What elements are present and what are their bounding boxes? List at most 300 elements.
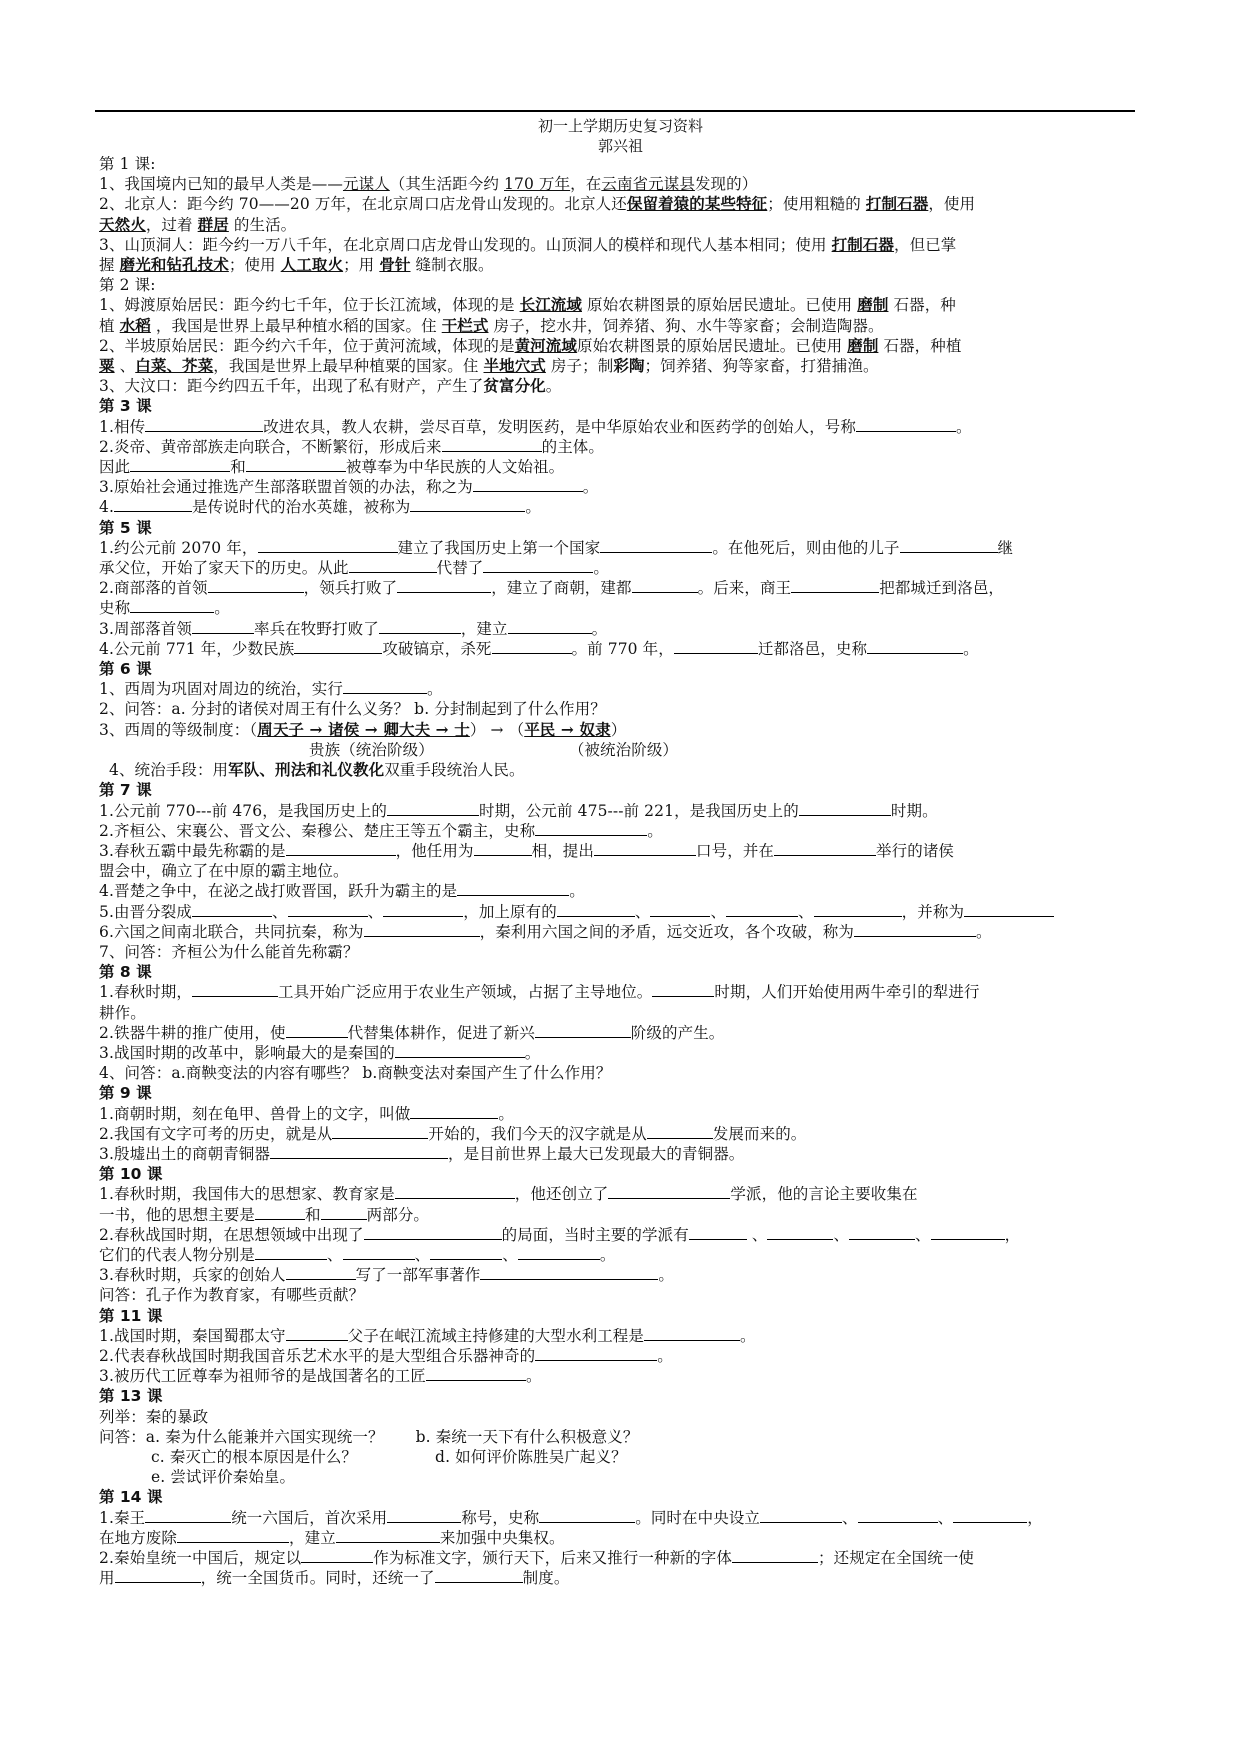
lesson-5-heading: 第 5 课 <box>99 518 152 537</box>
lesson-10-item-1 <box>99 1184 1139 1204</box>
text: 和 <box>305 1205 321 1224</box>
blank[interactable] <box>364 1225 502 1240</box>
text: 2.春秋战国时期，在思想领域中出现了 <box>99 1225 364 1244</box>
blank[interactable] <box>255 1245 327 1260</box>
text: 承父位，开始了家天下的历史。从此 <box>99 559 349 578</box>
text: ，领兵打败了 <box>303 579 398 598</box>
text: 。 <box>599 1245 616 1264</box>
blank[interactable] <box>931 1225 1005 1240</box>
text: 、 <box>272 902 288 921</box>
lesson-10-item-4: 问答：孔子作为教育家，有哪些贡献？ <box>99 1286 365 1305</box>
blank[interactable] <box>294 639 382 654</box>
lesson-8-item-3 <box>99 1043 1139 1063</box>
text: 开始的，我们今天的汉字就是从 <box>428 1124 647 1143</box>
document-author: 郭兴祖 <box>597 137 643 155</box>
blank[interactable] <box>900 538 998 553</box>
text: ，并称为 <box>901 902 965 921</box>
text: 它们的代表人物分别是 <box>99 1245 256 1264</box>
text: 。 <box>591 619 608 638</box>
text: 。 <box>740 1326 756 1345</box>
text: 、 <box>114 357 136 376</box>
text: ，过着 <box>145 215 198 234</box>
text: 改进农具，教人农耕，尝尽百草，发明医药，是中华原始农业和医药学的创始人，号称 <box>263 417 857 436</box>
blank[interactable] <box>387 801 479 816</box>
text: 统一六国后，首次采用 <box>231 1508 388 1527</box>
blank[interactable] <box>594 841 696 856</box>
lesson-3-item-3 <box>99 477 1139 497</box>
text: 1.商朝时期，刻在龟甲、兽骨上的文字，叫做 <box>99 1104 411 1123</box>
lesson-10-item-1-cont <box>99 1205 1139 1225</box>
text: 称号，史称 <box>461 1508 540 1527</box>
blank[interactable] <box>600 538 712 553</box>
text: 4、统治手段：用 <box>109 761 229 780</box>
text: 3.殷墟出土的商朝青铜器 <box>99 1144 270 1163</box>
text: 缝制衣服。 <box>410 256 494 275</box>
answer: 人工取火 <box>280 255 344 275</box>
text: 。后来，商王 <box>697 579 792 598</box>
text: 和 <box>230 458 246 477</box>
text: 一书，他的思想主要是 <box>99 1205 256 1224</box>
blank[interactable] <box>435 1568 523 1583</box>
blank[interactable] <box>255 1205 305 1220</box>
blank[interactable] <box>689 1225 747 1240</box>
text: 代替了 <box>436 559 484 578</box>
lesson-1-item-2 <box>99 194 1139 214</box>
text: 作为标准文字，颁行天下，后来又推行一种新的字体 <box>373 1549 733 1568</box>
blank[interactable] <box>115 1568 201 1583</box>
blank[interactable] <box>410 497 525 512</box>
text: 3.周部落首领 <box>99 619 192 638</box>
text: 。 <box>498 1104 514 1123</box>
blank[interactable] <box>732 1548 818 1563</box>
blank[interactable] <box>379 619 461 634</box>
blank[interactable] <box>849 1225 915 1240</box>
blank[interactable] <box>383 902 463 917</box>
blank[interactable] <box>321 1205 367 1220</box>
blank[interactable] <box>474 841 532 856</box>
text: 石器，种 <box>888 296 956 315</box>
nobility-label: 贵族（统治阶级） <box>309 740 434 759</box>
lesson-2-item-1 <box>99 295 1139 315</box>
lesson-8-item-1-cont: 耕作。 <box>99 1003 146 1022</box>
text: 握 <box>99 256 120 275</box>
text: 2、半坡原始居民：距今约六千年，位于黄河流域，体现的是 <box>99 336 515 355</box>
answer: 打制石器 <box>831 234 894 254</box>
lesson-6-item-1 <box>99 679 1139 699</box>
text: 。 <box>647 821 663 840</box>
ruled-label: （被统治阶级） <box>568 740 679 759</box>
lesson-3-item-2 <box>99 437 1139 457</box>
lesson-3-heading: 第 3 课 <box>99 397 152 416</box>
blank[interactable] <box>387 1508 461 1523</box>
answer: 黄河流域 <box>514 335 577 355</box>
lesson-8-heading: 第 8 课 <box>99 963 152 982</box>
blank[interactable] <box>395 1184 515 1199</box>
text: 工具开始广泛应用于农业生产领域，占据了主导地位。 <box>278 983 653 1002</box>
lesson-9-item-3 <box>99 1144 1139 1164</box>
blank[interactable] <box>457 881 569 896</box>
answer: 平民 → 奴隶 <box>524 719 611 739</box>
lesson-1-item-2-cont <box>99 215 1139 235</box>
text: 问答：a. 秦为什么能兼并六国实现统一？ <box>99 1427 384 1446</box>
lesson-14-item-2 <box>99 1548 1139 1568</box>
text: 时期。 <box>890 801 938 820</box>
lesson-10-item-3 <box>99 1265 1139 1285</box>
text: 把都城迁到洛邑， <box>879 579 1005 598</box>
text: e. 尝试评价秦始皇。 <box>151 1468 296 1487</box>
answer: 云南省元谋县 <box>601 175 695 194</box>
lesson-11-heading: 第 11 课 <box>99 1306 163 1325</box>
text: 、 <box>915 1225 931 1244</box>
text: 被尊奉为中华民族的人文始祖。 <box>345 458 565 477</box>
lesson-7-item-3 <box>99 841 1139 861</box>
blank[interactable] <box>858 1508 938 1523</box>
blank[interactable] <box>557 902 635 917</box>
blank[interactable] <box>774 841 876 856</box>
blank[interactable] <box>192 619 254 634</box>
blank[interactable] <box>177 1528 289 1543</box>
text: 制度。 <box>522 1569 570 1588</box>
lesson-7-item-5 <box>99 902 1139 922</box>
blank[interactable] <box>145 1508 231 1523</box>
blank[interactable] <box>480 1265 658 1280</box>
text: ，我国是世界上最早种植粟的国家。住 <box>213 357 484 376</box>
text: ；饲养猪、狗等家畜，打猎捕渔。 <box>644 357 879 376</box>
blank[interactable] <box>258 538 398 553</box>
blank[interactable] <box>442 437 542 452</box>
blank[interactable] <box>410 1104 498 1119</box>
text: 、 <box>634 902 651 921</box>
answer: 干栏式 <box>441 315 489 335</box>
blank[interactable] <box>854 922 976 937</box>
text: 4.公元前 771 年，少数民族 <box>99 639 295 658</box>
answer: 元谋人 <box>342 175 390 194</box>
blank[interactable] <box>301 1548 373 1563</box>
lesson-2-item-2 <box>99 336 1139 356</box>
text: ，他任用为 <box>395 841 474 860</box>
blank[interactable] <box>760 1508 842 1523</box>
text: ，在 <box>570 175 602 194</box>
text: 。 <box>657 1346 673 1365</box>
text: c. 秦灭亡的根本原因是什么？ <box>151 1448 358 1466</box>
text: 。 <box>545 377 562 396</box>
text: 、 <box>710 902 727 921</box>
text: 、 <box>842 1508 858 1527</box>
text: ，建立 <box>289 1528 336 1547</box>
lesson-13-item-3 <box>99 1447 1139 1467</box>
text: 3、西周的等级制度：（ <box>99 720 258 739</box>
blank[interactable] <box>364 922 480 937</box>
blank[interactable] <box>349 558 437 573</box>
lesson-2-item-1-cont <box>99 316 1139 336</box>
document-body <box>99 154 1139 1588</box>
text: ；使用粗糙的 <box>767 195 866 214</box>
text: 。 <box>593 559 610 578</box>
blank[interactable] <box>535 1023 631 1038</box>
lesson-9-item-1 <box>99 1104 1139 1124</box>
answer: 骨针 <box>379 255 411 275</box>
blank[interactable] <box>397 578 491 593</box>
text: 来加强中央集权。 <box>439 1528 565 1547</box>
blank[interactable] <box>799 801 891 816</box>
text: 。在他死后，则由他的儿子 <box>712 538 900 557</box>
lesson-13-item-2 <box>99 1427 1139 1447</box>
blank[interactable] <box>286 1023 348 1038</box>
text: 的局面，当时主要的学派有 <box>501 1225 689 1244</box>
answer: 粟 <box>99 356 115 376</box>
text: 用 <box>99 1569 115 1588</box>
text: 。 <box>976 922 992 941</box>
text: 、 <box>746 1225 768 1244</box>
blank[interactable] <box>650 902 710 917</box>
lesson-11-item-2 <box>99 1346 1139 1366</box>
blank[interactable] <box>246 457 346 472</box>
text: 1.约公元前 2070 年， <box>99 538 258 557</box>
text: 4.晋楚之争中，在泌之战打败晋国，跃升为霸主的是 <box>99 882 458 901</box>
blank[interactable] <box>286 1265 356 1280</box>
text: ；还规定在全国统一使 <box>818 1549 975 1568</box>
lesson-5-item-2-cont <box>99 598 1139 618</box>
answer: 彩陶 <box>613 356 645 376</box>
lesson-11-item-1 <box>99 1326 1139 1346</box>
blank[interactable] <box>130 598 214 613</box>
lesson-1-item-1 <box>99 174 1139 194</box>
blank[interactable] <box>130 457 230 472</box>
lesson-6-heading: 第 6 课 <box>99 660 152 679</box>
text: 、 <box>833 1225 850 1244</box>
blank[interactable] <box>473 477 583 492</box>
text: 攻破镐京，杀死 <box>382 639 492 658</box>
text: 。 <box>526 1367 542 1386</box>
text: 1.战国时期，秦国蜀郡太守 <box>99 1326 286 1345</box>
text: 。 <box>214 599 230 618</box>
blank[interactable] <box>767 1225 833 1240</box>
text: ，秦利用六国之间的矛盾，远交近攻，各个攻破，称为 <box>479 922 854 941</box>
lesson-5-item-1-cont <box>99 558 1139 578</box>
lesson-13-heading: 第 13 课 <box>99 1387 163 1406</box>
blank[interactable] <box>867 639 963 654</box>
blank[interactable] <box>964 902 1054 917</box>
blank[interactable] <box>644 1326 740 1341</box>
text: ，我国是世界上最早种植水稻的国家。住 <box>150 316 442 335</box>
lesson-10-heading: 第 10 课 <box>99 1165 163 1184</box>
text: 发展而来的。 <box>712 1124 807 1143</box>
text: 。 <box>525 498 542 517</box>
answer: 长江流域 <box>519 295 582 315</box>
text: 1.公元前 770---前 476，是我国历史上的 <box>99 801 388 820</box>
text: 3.战国时期的改革中，影响最大的是秦国的 <box>99 1043 395 1062</box>
text: 。 <box>524 1043 541 1062</box>
text: 3、山顶洞人：距今约一万八千年，在北京周口店龙骨山发现的。山顶洞人的模样和现代人基本相同；使用 <box>99 235 832 254</box>
blank[interactable] <box>492 639 572 654</box>
lesson-7-item-3-cont: 盟会中，确立了在中原的霸主地位。 <box>99 862 349 881</box>
blank[interactable] <box>343 1245 415 1260</box>
text: 。 <box>956 417 972 436</box>
text: 4. <box>99 498 114 517</box>
blank[interactable] <box>539 1508 635 1523</box>
lesson-8-item-1 <box>99 982 1139 1002</box>
blank[interactable] <box>953 1508 1027 1523</box>
text: 原始农耕图景的原始居民遗址。已使用 <box>582 296 858 315</box>
text: ，建立了商朝，建都 <box>491 579 632 598</box>
text: ， <box>1027 1508 1043 1527</box>
text: 2.秦始皇统一中国后，规定以 <box>99 1549 302 1568</box>
text: 学派，他的言论主要收集在 <box>730 1185 918 1204</box>
text: 建立了我国历史上第一个国家 <box>397 538 601 557</box>
text: 双重手段统治人民。 <box>384 761 525 780</box>
text: 相，提出 <box>531 841 595 860</box>
answer: 水稻 <box>119 315 151 335</box>
text: 迁都洛邑，史称 <box>757 639 868 658</box>
answer: 天然火 <box>99 214 146 234</box>
text: 1、西周为巩固对周边的统治，实行 <box>99 680 343 699</box>
answer: 磨制 <box>847 335 879 355</box>
text: 、 <box>414 1245 431 1264</box>
answer: 军队、刑法和礼仪教化 <box>228 760 385 780</box>
text: （其生活距今约 <box>389 175 505 194</box>
text: 1、我国境内已知的最早人类是—— <box>99 175 343 194</box>
text: ，但已掌 <box>894 235 957 254</box>
blank[interactable] <box>674 639 758 654</box>
lesson-7-item-1 <box>99 801 1139 821</box>
blank[interactable] <box>332 1124 428 1139</box>
text: ，统一全国货币。同时，还统一了 <box>200 1569 435 1588</box>
text: ） → （ <box>469 720 525 739</box>
text: ，加上原有的 <box>463 902 557 921</box>
text: ；用 <box>343 256 380 275</box>
blank[interactable] <box>208 578 304 593</box>
lesson-7-item-7: 7、问答：齐桓公为什么能首先称霸？ <box>99 942 359 961</box>
text: ） <box>610 720 627 739</box>
text: ，使用 <box>928 195 976 214</box>
blank[interactable] <box>430 1245 502 1260</box>
text: 1.春秋时期， <box>99 983 192 1002</box>
text: 、 <box>367 902 384 921</box>
lesson-7-item-6 <box>99 922 1139 942</box>
text: 、 <box>798 902 814 921</box>
lesson-7-item-4 <box>99 881 1139 901</box>
lesson-6-item-2: 2、问答：a. 分封的诸侯对周王有什么义务？ b. 分封制起到了什么作用？ <box>99 700 606 719</box>
blank[interactable] <box>508 619 592 634</box>
text: 史称 <box>99 599 131 618</box>
blank[interactable] <box>483 558 593 573</box>
lesson-5-item-1 <box>99 538 1139 558</box>
text: 原始农耕图景的原始居民遗址。已使用 <box>576 336 848 355</box>
blank[interactable] <box>647 1124 713 1139</box>
blank[interactable] <box>652 982 714 997</box>
text: 植 <box>99 316 120 335</box>
blank[interactable] <box>286 841 396 856</box>
blank[interactable] <box>535 1346 657 1361</box>
blank[interactable] <box>814 902 902 917</box>
text: 的主体。 <box>541 437 604 456</box>
text: 6.六国之间南北联合，共同抗秦，称为 <box>99 922 364 941</box>
blank[interactable] <box>535 821 647 836</box>
lesson-1-item-3 <box>99 235 1139 255</box>
text: 1.秦王 <box>99 1508 146 1527</box>
blank[interactable] <box>270 1144 448 1159</box>
text: 是传说时代的治水英雄，被称为 <box>192 498 411 517</box>
lesson-5-item-2 <box>99 578 1139 598</box>
blank[interactable] <box>632 578 698 593</box>
lesson-5-item-3 <box>99 619 1139 639</box>
text: 。前 770 年， <box>571 639 674 658</box>
text: 3、大汶口：距今约四五千年，出现了私有财产，产生了 <box>99 377 484 396</box>
text: 2.商部落的首领 <box>99 579 208 598</box>
text: 、 <box>502 1245 518 1264</box>
blank[interactable] <box>608 1184 730 1199</box>
blank[interactable] <box>518 1245 600 1260</box>
text: 。 <box>569 882 585 901</box>
answer: 群居 <box>197 214 229 234</box>
lesson-9-item-2 <box>99 1124 1139 1144</box>
blank[interactable] <box>426 1366 526 1381</box>
text: 时期，人们开始使用两牛牵引的犁进行 <box>714 983 980 1002</box>
document-header <box>0 116 1241 156</box>
blank[interactable] <box>791 578 879 593</box>
answer: 磨制 <box>857 295 889 315</box>
blank[interactable] <box>343 679 427 694</box>
text: ，他还创立了 <box>514 1185 609 1204</box>
text: 写了一部军事著作 <box>355 1266 481 1285</box>
lesson-3-item-1 <box>99 417 1139 437</box>
text: 、 <box>937 1508 954 1527</box>
text: 2.炎帝、黄帝部族走向联合，不断繁衍，形成后来 <box>99 437 442 456</box>
lesson-13-item-4 <box>99 1467 1139 1487</box>
text: 、 <box>327 1245 343 1264</box>
blank[interactable] <box>336 1528 440 1543</box>
blank[interactable] <box>192 902 272 917</box>
lesson-2-item-2-cont <box>99 356 1139 376</box>
blank[interactable] <box>145 417 263 432</box>
blank[interactable] <box>286 1326 348 1341</box>
lesson-6-item-3 <box>99 720 1139 740</box>
lesson-1-heading: 第 1 课: <box>99 155 156 173</box>
lesson-13-item-1: 列举：秦的暴政 <box>99 1407 209 1426</box>
blank[interactable] <box>192 982 278 997</box>
answer: 170 万年 <box>504 175 571 194</box>
text: 1、姆渡原始居民：距今约七千年，位于长江流域，体现的是 <box>99 296 520 315</box>
text: 父子在岷江流域主持修建的大型水利工程是 <box>347 1326 644 1345</box>
text: 房子；制 <box>545 357 614 376</box>
text: 2.代表春秋战国时期我国音乐艺术水平的是大型组合乐器神奇的 <box>99 1346 536 1365</box>
text: 。 <box>963 639 979 658</box>
answer: 半地穴式 <box>483 356 546 376</box>
text: 2.齐桓公、宋襄公、晋文公、秦穆公、楚庄王等五个霸主，史称 <box>99 821 536 840</box>
text: 。 <box>582 478 599 497</box>
document-title: 初一上学期历史复习资料 <box>537 117 703 135</box>
lesson-7-item-2 <box>99 821 1139 841</box>
blank[interactable] <box>395 1043 525 1058</box>
lesson-8-item-4: 4、问答：a.商鞅变法的内容有哪些？ b.商鞅变法对秦国产生了什么作用？ <box>99 1064 612 1083</box>
lesson-2-item-3 <box>99 376 1139 396</box>
text: ；使用 <box>228 256 281 275</box>
blank[interactable] <box>726 902 798 917</box>
lesson-1-item-3-cont <box>99 255 1139 275</box>
lesson-10-item-2-cont <box>99 1245 1139 1265</box>
blank[interactable] <box>856 417 956 432</box>
text: 1.相传 <box>99 417 146 436</box>
text: 时期，公元前 475---前 221，是我国历史上的 <box>479 801 799 820</box>
text: 在地方废除 <box>99 1528 178 1547</box>
text: 。同时在中央设立 <box>635 1508 761 1527</box>
lesson-6-item-4 <box>99 760 1139 780</box>
text: 石器，种植 <box>878 336 962 355</box>
blank[interactable] <box>288 902 368 917</box>
lesson-11-item-3 <box>99 1366 1139 1386</box>
blank[interactable] <box>114 497 192 512</box>
text: 继 <box>997 538 1014 557</box>
